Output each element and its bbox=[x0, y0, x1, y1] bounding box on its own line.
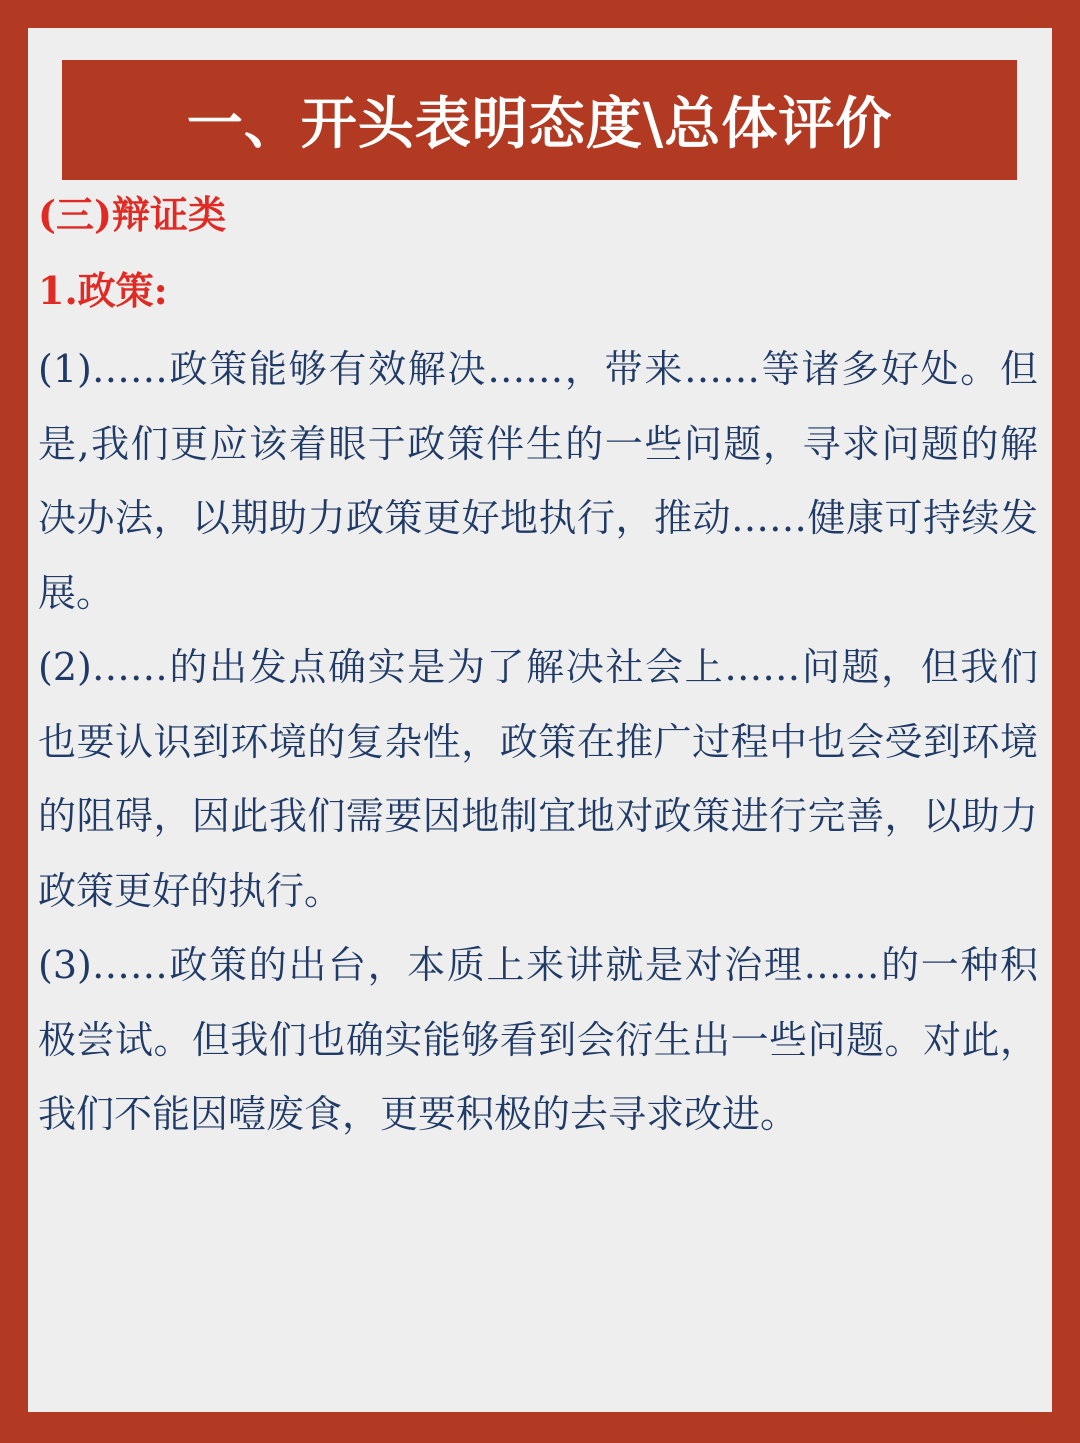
content-area bbox=[38, 186, 1038, 1152]
paragraph-3: (3)……政策的出台，本质上来讲就是对治理……的一种积极尝试。但我们也确实能够看到会衍生出一些问题。对此，我们不能因噎废食，更要积极的去寻求改进。 bbox=[38, 943, 1038, 1136]
subsection-heading: 1.政策: bbox=[38, 268, 168, 313]
section-heading: (三)辩证类 bbox=[38, 192, 226, 237]
page-paper bbox=[28, 28, 1052, 1412]
paragraph-2: (2)……的出发点确实是为了解决社会上……问题，但我们也要认识到环境的复杂性，政策在推广过程中也会受到环境的阻碍，因此我们需要因地制宜地对政策进行完善，以助力政策更好的执行。 bbox=[38, 645, 1038, 913]
page-title: 一、开头表明态度\总体评价 bbox=[186, 92, 893, 157]
title-banner bbox=[62, 60, 1017, 180]
paragraph-1: (1)……政策能够有效解决……，带来……等诸多好处。但是,我们更应该着眼于政策伴生的一些问题，寻求问题的解决办法，以期助力政策更好地执行，推动……健康可持续发展。 bbox=[38, 347, 1038, 615]
